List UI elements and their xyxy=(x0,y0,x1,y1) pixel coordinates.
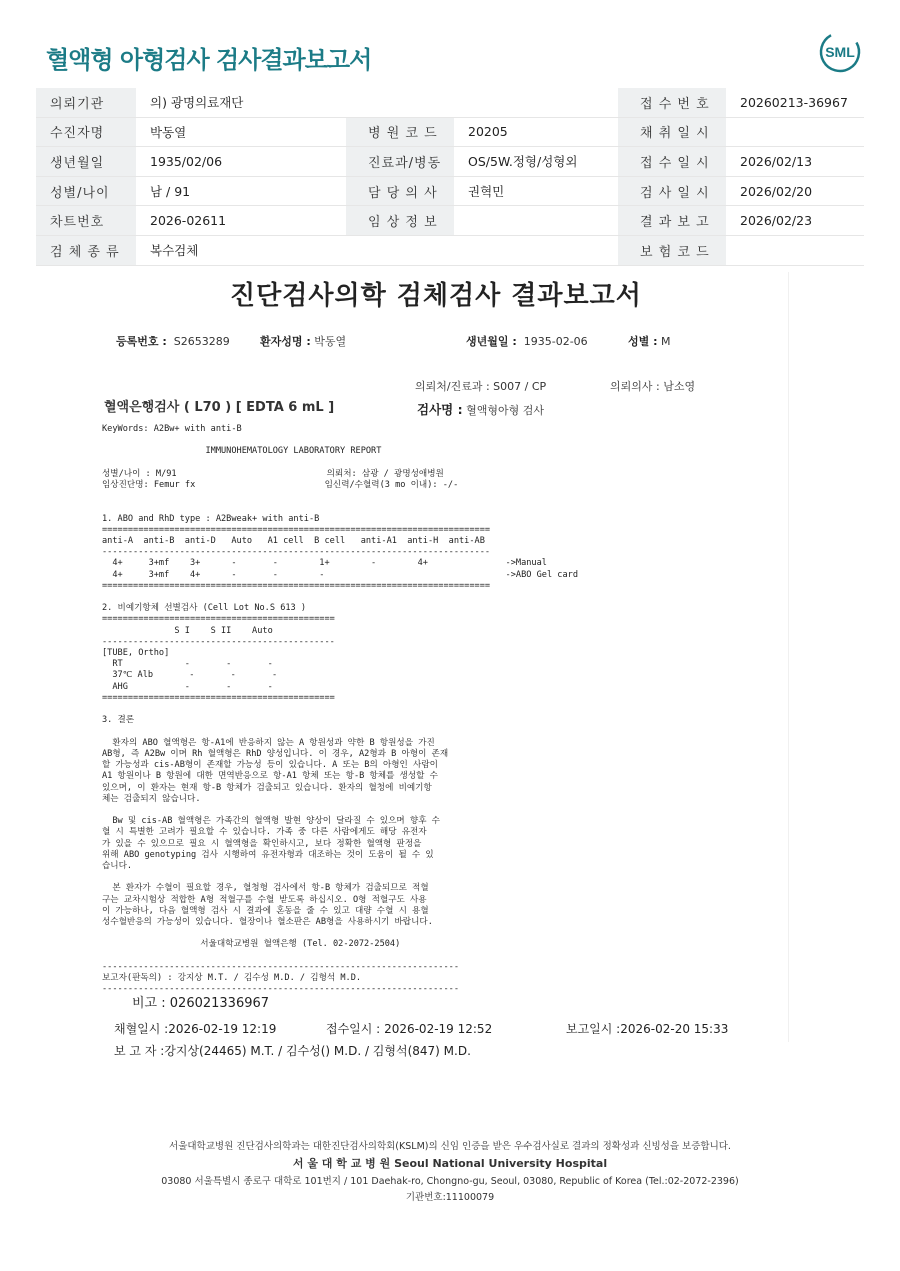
info-label: 임 상 정 보 xyxy=(346,206,454,236)
info-label: 검 체 종 류 xyxy=(36,235,136,265)
info-value xyxy=(454,88,618,117)
certification-notice: 서울대학교병원 진단검사의학과는 대한진단검사의학회(KSLM)의 신임 인증을 받은 우수검사실로 결과의 정확성과 신빙성을 보증합니다. xyxy=(169,1141,731,1152)
info-value: OS/5W.정형/성형외 xyxy=(454,147,618,177)
info-label: 진료과/병동 xyxy=(346,147,454,177)
sml-logo xyxy=(818,30,862,74)
ordering-doctor: 의뢰의사 : 남소영 xyxy=(610,380,696,393)
info-value xyxy=(454,235,618,265)
info-value: 복수검체 xyxy=(136,235,346,265)
info-label: 성별/나이 xyxy=(36,176,136,206)
birth-date: 생년월일 : 1935-02-06 xyxy=(466,335,588,348)
info-label: 접 수 번 호 xyxy=(618,88,726,117)
info-value: 의) 광명의료재단 xyxy=(136,88,346,117)
info-value: 남 / 91 xyxy=(136,176,346,206)
info-row xyxy=(36,176,864,206)
patient-info-table xyxy=(36,88,864,266)
receipt-datetime: 접수일시 : 2026-02-19 12:52 xyxy=(326,1022,493,1036)
info-value xyxy=(726,235,864,265)
info-value xyxy=(726,117,864,147)
info-value: 2026/02/20 xyxy=(726,176,864,206)
sex: 성별 : M xyxy=(628,335,671,348)
svg-text:SML: SML xyxy=(825,44,855,60)
info-row xyxy=(36,88,864,117)
info-row xyxy=(36,235,864,265)
info-label: 차트번호 xyxy=(36,206,136,236)
note: 비고 : 026021336967 xyxy=(132,996,270,1011)
info-label: 채 취 일 시 xyxy=(618,117,726,147)
test-group: 혈액은행검사 ( L70 ) [ EDTA 6 mL ] xyxy=(104,400,335,415)
patient-name: 환자성명 : 박동열 xyxy=(260,335,347,348)
institution-number: 기관번호:11100079 xyxy=(405,1192,495,1203)
info-label: 보 험 코 드 xyxy=(618,235,726,265)
report-datetime: 보고일시 :2026-02-20 15:33 xyxy=(566,1022,729,1036)
test-name: 검사명 : 혈액형아형 검사 xyxy=(417,402,544,417)
immunohematology-report-text: KeyWords: A2Bw+ with anti-B IMMUNOHEMATOLOGY LABORATORY REPORT 성별/나이 : M/91 의뢰처: 삼광 / 광명성애병원 임상진단명: Femur fx 임신력/수혈력(3 mo 이내): -/- 1. ABO and RhD type : A2Bweak+ with anti-B =========================================================================== anti-A anti-B anti-D Auto A1 cell B cell anti-A1 anti-H anti-AB --------------------------------------------------------------------------- 4+ 3+mf 3+ - - 1+ - 4+ ->Manual 4+ 3+mf 4+ - - - ->ABO Gel card =========================================================================== 2. 비예기항체 선별검사 (Cell Lot No.S 613 ) ============================================= S I S II Auto --------------------------------------------- [TUBE, Ortho] RT - - - 37℃ Alb - - - AHG - - - ============================================= 3. 결론 환자의 ABO 혈액형은 항-A1에 반응하지 않는 A 항원성과 약한 B 항원성을 가진 AB형, 즉 A2Bw 이며 Rh 혈액형은 RhD 양성입니다. 이 경우, A2형과 B 아형이 존재 할 가능성과 cis-AB형이 존재할 가능성 등이 있습니다. A 또는 B의 아형인 사람이 A1 항원이나 B 항원에 대한 면역반응으로 항-A1 항체 또는 항-B 항체를 생성할 수 있으며, 이 환자는 현재 항-B 항체가 검출되고 있습니다. 환자의 혈청에 비예기항 체는 검출되지 않습니다. Bw 및 cis-AB 혈액형은 가족간의 혈액형 발현 양상이 달라질 수 있으며 향후 수 혈 시 특별한 고려가 필요할 수 있습니다. 가족 중 다른 사람에게도 해당 유전자 가 있을 수 있으므로 필요 시 혈액형을 확인하시고, 보다 정확한 혈액형 판정을 위해 ABO genotyping 검사 시행하여 유전자형과 대조하는 것이 도움이 될 수 있 습니다. 본 환자가 수혈이 필요할 경우, 혈청형 검사에서 항-B 항체가 검출되므로 적혈 구는 교차시험상 적합한 A형 적혈구를 수혈 받도록 하십시오. O형 적혈구도 사용 이 가능하나, 다음 혈액형 검사 시 결과에 혼동을 줄 수 있고 대량 수혈 시 용혈 성수혈반응의 가능성이 있습니다. 혈장이나 혈소판은 AB형을 사용하시기 바랍니다. 서울대학교병원 혈액은행 (Tel. 02-2072-2504) --------------------------------------------------------------------- 보고자(판독의) : 강지상 M.T. / 김수성 M.D. / 김형석 M.D. --------------------------------------------------------------------- xyxy=(102,424,578,995)
info-label: 결 과 보 고 xyxy=(618,206,726,236)
info-value: 20260213-36967 xyxy=(726,88,864,117)
info-label: 의뢰기관 xyxy=(36,88,136,117)
info-label: 검 사 일 시 xyxy=(618,176,726,206)
info-value xyxy=(454,206,618,236)
info-value: 20205 xyxy=(454,117,618,147)
department-line: 의뢰처/진료과 : S007 / CP xyxy=(415,380,547,393)
hospital-name: 서 울 대 학 교 병 원 Seoul National University Hospital xyxy=(292,1157,608,1170)
info-label: 생년월일 xyxy=(36,147,136,177)
reporters: 보 고 자 :강지상(24465) M.T. / 김수성() M.D. / 김형석(847) M.D. xyxy=(114,1044,471,1058)
registration-number: 등록번호 : S2653289 xyxy=(116,335,230,348)
info-label xyxy=(346,88,454,117)
info-value: 권혁민 xyxy=(454,176,618,206)
page-title: 혈액형 아형검사 검사결과보고서 xyxy=(46,46,372,74)
info-label: 담 당 의 사 xyxy=(346,176,454,206)
info-label xyxy=(346,235,454,265)
info-row xyxy=(36,117,864,147)
report-title: 진단검사의학 검체검사 결과보고서 xyxy=(230,281,642,311)
info-label: 접 수 일 시 xyxy=(618,147,726,177)
info-value: 2026/02/23 xyxy=(726,206,864,236)
info-value: 1935/02/06 xyxy=(136,147,346,177)
info-value: 박동열 xyxy=(136,117,346,147)
info-value: 2026-02611 xyxy=(136,206,346,236)
info-value: 2026/02/13 xyxy=(726,147,864,177)
collection-datetime: 채혈일시 :2026-02-19 12:19 xyxy=(114,1022,277,1036)
info-row xyxy=(36,206,864,236)
info-row xyxy=(36,147,864,177)
info-label: 수진자명 xyxy=(36,117,136,147)
hospital-address: 03080 서울특별시 종로구 대학로 101번지 / 101 Daehak-ro, Chongno-gu, Seoul, 03080, Republic of Korea (Tel.:02-2072-2396) xyxy=(161,1176,739,1187)
info-label: 병 원 코 드 xyxy=(346,117,454,147)
